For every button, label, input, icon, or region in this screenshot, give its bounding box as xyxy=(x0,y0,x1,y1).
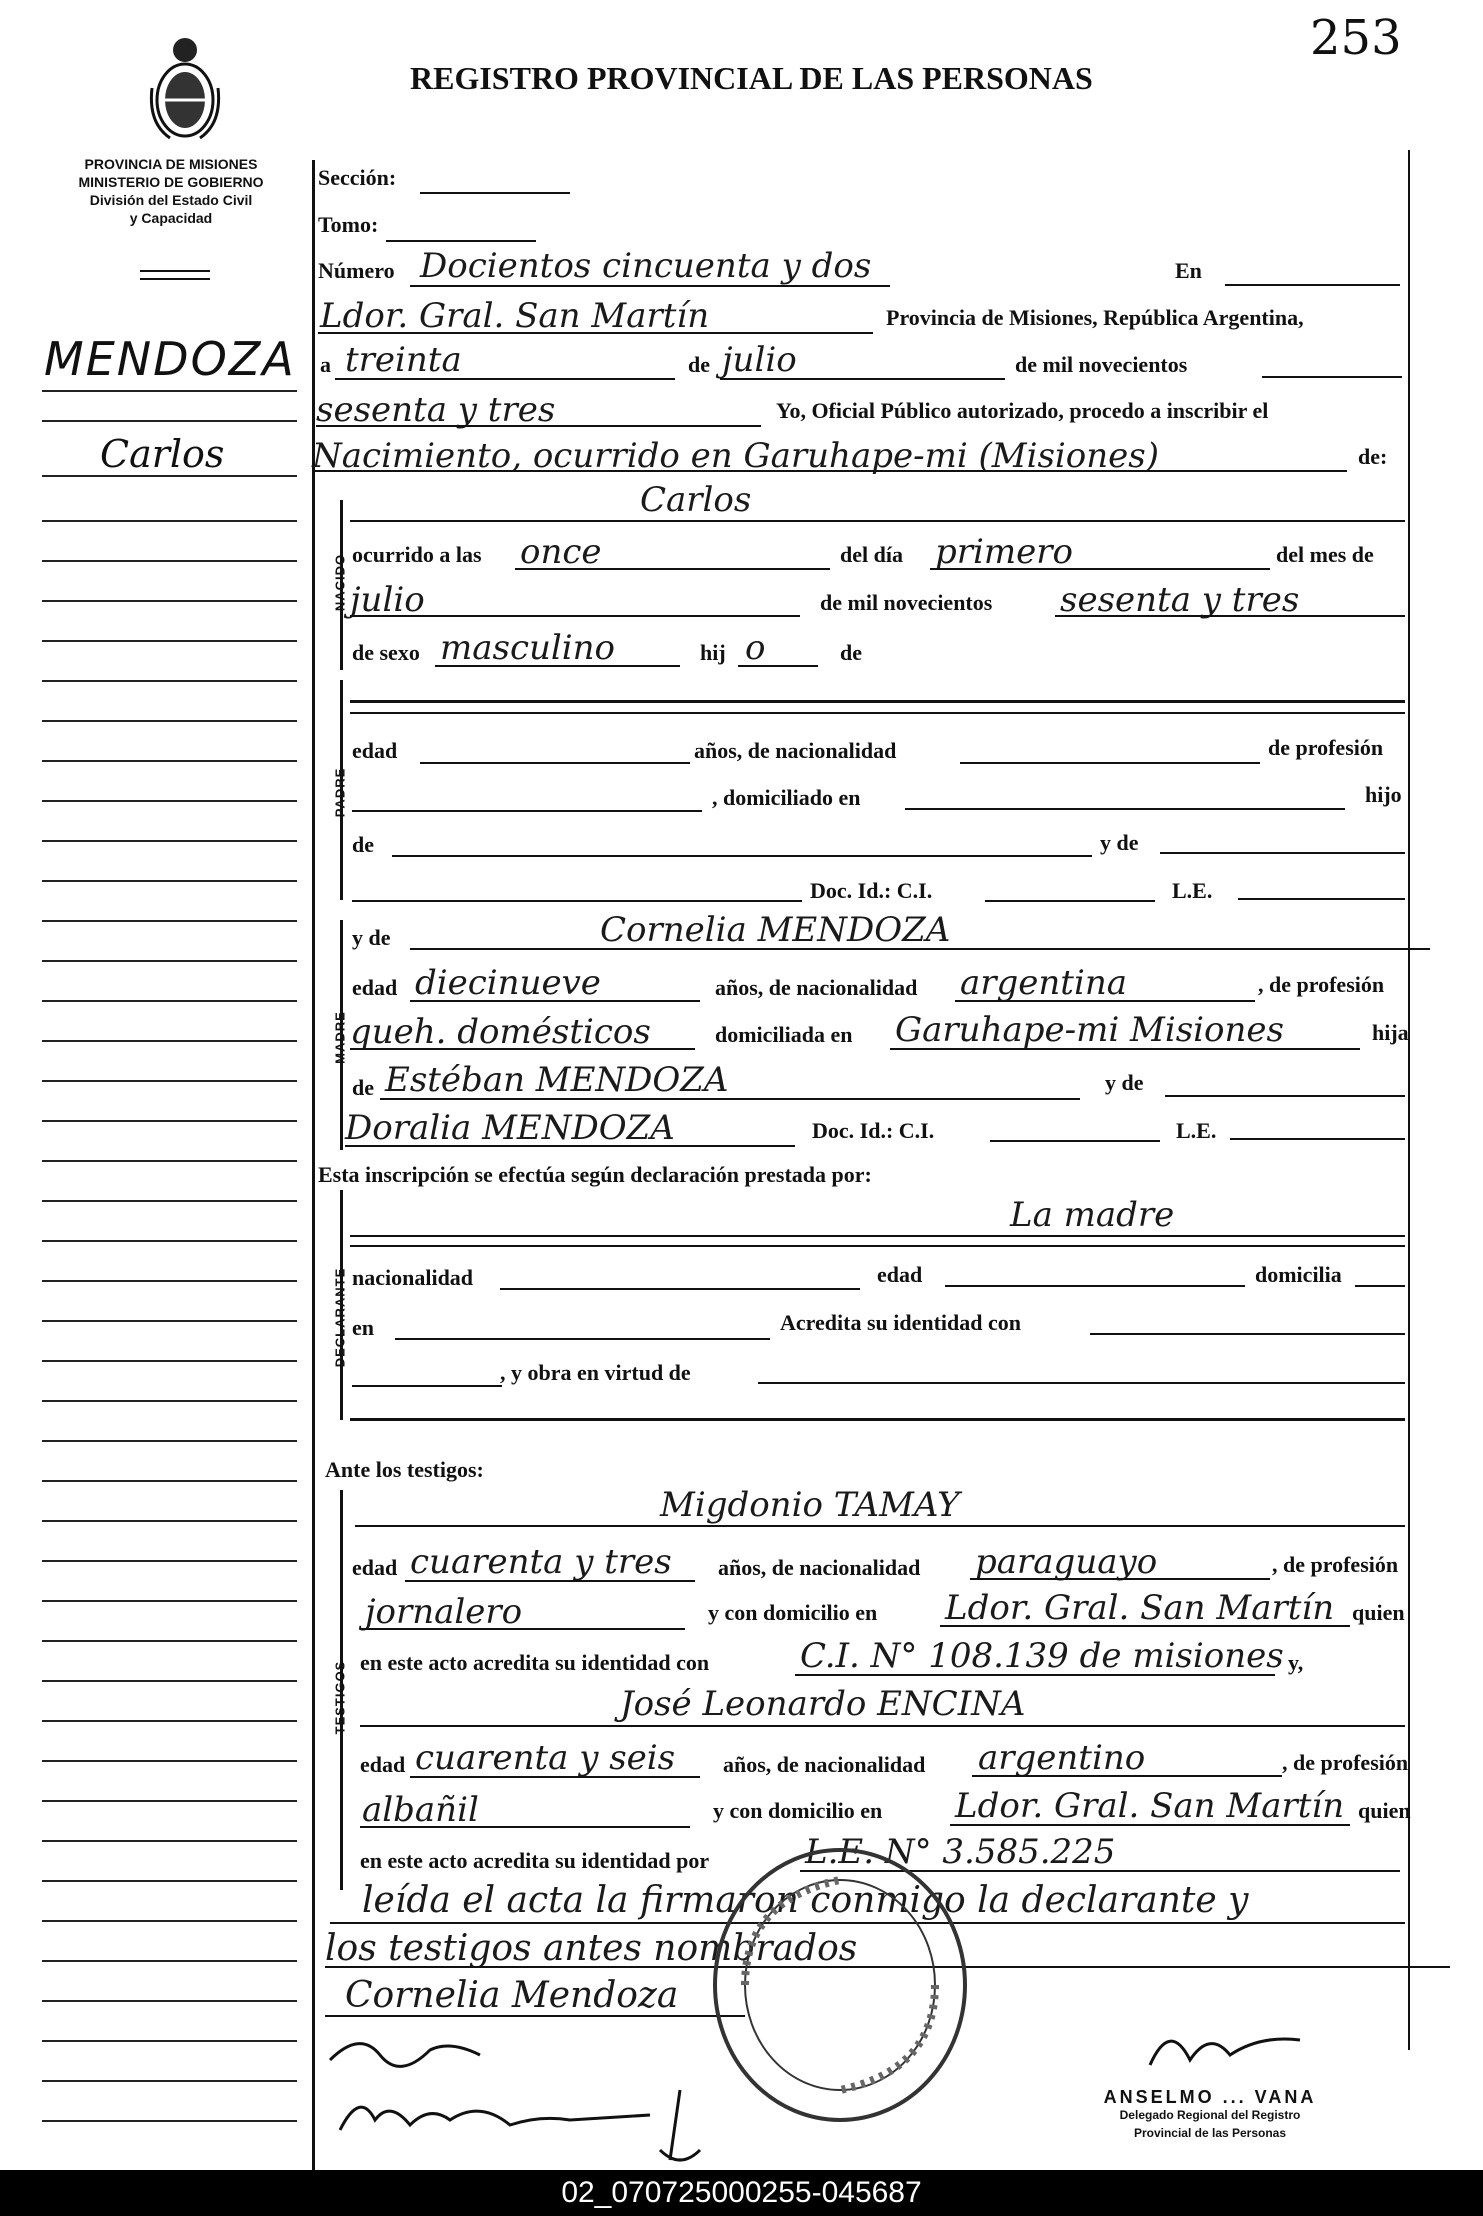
footer-code: 02_070725000255-045687 xyxy=(0,2170,1483,2216)
mother-father-field xyxy=(380,1098,1080,1100)
birth-month-field xyxy=(350,615,800,617)
w1-anos-label: años, de nacionalidad xyxy=(718,1555,921,1580)
witness2-age: cuarenta y seis xyxy=(415,1738,676,1778)
padre-hijo-label: hijo xyxy=(1365,782,1402,807)
madre-ci-field xyxy=(990,1140,1160,1142)
del-dia-label: del día xyxy=(840,542,903,567)
tomo-label: Tomo: xyxy=(318,212,379,237)
mother-age-field xyxy=(410,1000,700,1002)
page-number: 253 xyxy=(1310,10,1402,66)
madre-le-label: L.E. xyxy=(1176,1118,1217,1143)
witness1-dom: Ldor. Gral. San Martín xyxy=(945,1588,1335,1628)
official-name: ANSELMO ... VANA xyxy=(1103,2087,1317,2107)
witness1-dom-field xyxy=(940,1625,1350,1627)
madre-label: MADRE xyxy=(332,1011,348,1064)
declarante-edad-label: edad xyxy=(877,1262,923,1287)
hour-field xyxy=(515,568,830,570)
padre-doc-field xyxy=(352,900,802,902)
domiciliada-label: domiciliada en xyxy=(715,1022,853,1047)
padre-name-field-2 xyxy=(350,712,1405,714)
domiciliado-label: , domiciliado en xyxy=(712,785,861,810)
tomo-field xyxy=(386,240,536,242)
closing-line-2: los testigos antes nombrados xyxy=(325,1928,858,1969)
hijo-value: o xyxy=(745,628,766,668)
padre-dom-field xyxy=(905,808,1345,810)
w2-anos-label: años, de nacionalidad xyxy=(723,1752,926,1777)
declarante-edad-field xyxy=(945,1285,1245,1287)
madre-y-de-label: y de xyxy=(352,925,391,950)
sexo-value: masculino xyxy=(440,628,616,668)
year-field xyxy=(316,425,761,427)
mother-mother: Doralia MENDOZA xyxy=(345,1108,675,1148)
header-rule xyxy=(140,270,210,272)
oficial-text: Yo, Oficial Público autorizado, procedo a inscribir el xyxy=(776,398,1269,423)
mother-prof: queh. domésticos xyxy=(350,1012,651,1052)
mil-label: de mil novecientos xyxy=(1015,352,1188,377)
witness1-id: C.I. N° 108.139 de misiones xyxy=(800,1636,1284,1676)
padre-le-label: L.E. xyxy=(1172,878,1213,903)
official-title-2: Provincial de las Personas xyxy=(1133,2126,1287,2140)
domicilia-label: domicilia xyxy=(1255,1262,1342,1287)
witness1-age-field xyxy=(405,1580,695,1582)
birth-year-value: sesenta y tres xyxy=(1060,580,1300,620)
witness1-prof-field xyxy=(360,1628,685,1630)
declarante-value: La madre xyxy=(1010,1195,1175,1235)
declarante-en-label: en xyxy=(352,1315,374,1340)
padre-nat-field xyxy=(960,762,1260,764)
w2-acredita-label: en este acto acredita su identidad por xyxy=(360,1848,710,1873)
closing-line-1: leída el acta la firmaron conmigo la declarante y xyxy=(362,1880,1249,1921)
witness2-nat-field xyxy=(972,1775,1282,1777)
w1-edad-label: edad xyxy=(352,1555,398,1580)
de-colon-label: de: xyxy=(1358,444,1388,469)
en-field xyxy=(1225,284,1400,286)
sexo-field xyxy=(435,665,680,667)
coat-of-arms-seal xyxy=(140,28,230,148)
issuer-block xyxy=(36,155,306,227)
division-label: División del Estado Civil xyxy=(89,192,253,208)
day-field xyxy=(335,378,675,380)
testigos-intro: Ante los testigos: xyxy=(325,1457,484,1482)
province-text: Provincia de Misiones, República Argentina, xyxy=(886,305,1304,330)
declarante-field-2 xyxy=(350,1245,1405,1247)
w1-y-label: y, xyxy=(1288,1650,1304,1675)
witness1-nat-field xyxy=(970,1578,1270,1580)
declarante-field xyxy=(350,1235,1405,1237)
inscripcion-text: Esta inscripción se efectúa según declaración prestada por: xyxy=(318,1162,872,1187)
witness2-prof: albañil xyxy=(362,1790,479,1830)
sexo-label: de sexo xyxy=(352,640,420,665)
padre-doc-label: Doc. Id.: C.I. xyxy=(810,878,933,903)
witness1-age: cuarenta y tres xyxy=(410,1542,672,1582)
w2-dom-label: y con domicilio en xyxy=(713,1798,883,1823)
seccion-label: Sección: xyxy=(318,165,397,190)
witness1-name: Migdonio TAMAY xyxy=(660,1485,960,1525)
domicilia-field xyxy=(1355,1285,1405,1287)
hijo-field xyxy=(738,665,818,667)
padre-edad-label: edad xyxy=(352,738,398,763)
month-value: julio xyxy=(722,340,797,380)
month-field xyxy=(720,378,1005,380)
witness2-name-field xyxy=(360,1725,1405,1727)
en-label: En xyxy=(1175,258,1202,283)
birth-day-value: primero xyxy=(935,532,1073,572)
day-value: treinta xyxy=(345,340,462,380)
de-label-2: de xyxy=(840,640,862,665)
mother-dom: Garuhape-mi Misiones xyxy=(895,1010,1284,1050)
birth-day-field xyxy=(930,568,1270,570)
w1-acredita-label: en este acto acredita su identidad con xyxy=(360,1650,710,1675)
padre-anos-label: años, de nacionalidad xyxy=(694,738,897,763)
w2-edad-label: edad xyxy=(360,1752,406,1777)
madre-edad-label: edad xyxy=(352,975,398,1000)
padre-le-field xyxy=(1238,898,1405,900)
birth-year-field xyxy=(1055,615,1405,617)
form-right-border xyxy=(1408,150,1410,2050)
numero-label: Número xyxy=(318,258,395,283)
mil-label-2: de mil novecientos xyxy=(820,590,993,615)
declarante-nac-label: nacionalidad xyxy=(352,1265,474,1290)
witness1-name-field xyxy=(355,1525,1405,1527)
w2-quien-label: quien xyxy=(1358,1798,1411,1823)
event-field xyxy=(312,470,1347,472)
padre-y-de-label: y de xyxy=(1100,830,1139,855)
mother-mother-field xyxy=(1165,1095,1405,1097)
madre-le-field xyxy=(1230,1138,1405,1140)
witness2-name: José Leonardo ENCINA xyxy=(620,1684,1026,1724)
official-title-1: Delegado Regional del Registro xyxy=(1119,2108,1301,2122)
seccion-field xyxy=(420,192,570,194)
mother-mother-line xyxy=(345,1145,795,1147)
margin-given-name: Carlos xyxy=(100,432,225,476)
birth-month-value: julio xyxy=(350,580,425,620)
padre-mother-field xyxy=(1160,852,1405,854)
madre-prof-label: , de profesión xyxy=(1258,972,1385,997)
event-value: Nacimiento, ocurrido en Garuhape-mi (Misiones) xyxy=(312,436,1159,476)
mil-field xyxy=(1262,376,1402,378)
closing-line-3-rule xyxy=(325,2015,745,2017)
mother-dom-field xyxy=(890,1048,1360,1050)
witness2-nat: argentino xyxy=(978,1738,1146,1778)
ministry-label: MINISTERIO DE GOBIERNO xyxy=(78,174,264,190)
padre-father-field xyxy=(392,855,1092,857)
official-round-stamp xyxy=(705,1840,975,2130)
header-rule xyxy=(140,278,210,280)
testigos-label: TESTIGOS xyxy=(332,1660,348,1735)
witness1-id-field xyxy=(795,1674,1275,1676)
w1-prof-label: , de profesión xyxy=(1272,1552,1399,1577)
witness1-prof: jornalero xyxy=(365,1592,523,1632)
padre-profesion-label: de profesión xyxy=(1268,735,1384,760)
numero-value: Docientos cincuenta y dos xyxy=(420,246,872,286)
del-mes-label: del mes de xyxy=(1276,542,1374,567)
numero-field xyxy=(410,285,890,287)
declarante-label: DECLARANTE xyxy=(332,1267,348,1368)
mother-name-field xyxy=(410,948,1430,950)
witness2-age-field xyxy=(410,1776,700,1778)
padre-label: PADRE xyxy=(332,767,348,818)
witness2-prof-field xyxy=(360,1826,690,1828)
witness2-id: L.E. N° 3.585.225 xyxy=(805,1832,1116,1872)
w2-prof-label: , de profesión xyxy=(1282,1750,1409,1775)
hour-value: once xyxy=(520,532,602,572)
padre-prof-field xyxy=(352,810,702,812)
witness-signatures xyxy=(320,2020,740,2170)
witness2-dom-field xyxy=(950,1824,1350,1826)
header-title: REGISTRO PROVINCIAL DE LAS PERSONAS xyxy=(410,60,1093,96)
nacido-label: NACIDO xyxy=(332,553,348,612)
margin-surname: MENDOZA xyxy=(44,332,296,386)
madre-doc-label: Doc. Id.: C.I. xyxy=(812,1118,935,1143)
de-label: de xyxy=(688,352,710,377)
padre-name-field xyxy=(350,700,1405,703)
hijo-label: hij xyxy=(700,640,726,665)
declarante-nac-field xyxy=(500,1288,860,1290)
mother-nat-field xyxy=(955,1000,1255,1002)
province-label: PROVINCIA DE MISIONES xyxy=(84,156,258,172)
acredita-label: Acredita su identidad con xyxy=(780,1310,1022,1335)
hija-label: hija xyxy=(1372,1020,1409,1045)
w1-quien-label: quien xyxy=(1352,1600,1405,1625)
place-field xyxy=(318,332,873,334)
mother-father: Estéban MENDOZA xyxy=(385,1060,729,1100)
padre-edad-field xyxy=(420,762,690,764)
padre-de-label: de xyxy=(352,832,374,857)
capacity-label: y Capacidad xyxy=(129,210,213,226)
mother-prof-field xyxy=(350,1048,695,1050)
mother-name: Cornelia MENDOZA xyxy=(600,910,951,950)
obra-field-pre xyxy=(352,1385,502,1387)
declarante-end-line xyxy=(350,1418,1405,1421)
mother-nat: argentina xyxy=(960,963,1128,1003)
madre-anos-label: años, de nacionalidad xyxy=(715,975,918,1000)
obra-field xyxy=(758,1382,1405,1384)
w1-dom-label: y con domicilio en xyxy=(708,1600,878,1625)
place-value: Ldor. Gral. San Martín xyxy=(320,296,710,336)
obra-label: , y obra en virtud de xyxy=(500,1360,691,1385)
ocurrido-label: ocurrido a las xyxy=(352,542,482,567)
madre-de-label: de xyxy=(352,1075,374,1100)
a-label: a xyxy=(320,352,331,377)
child-name: Carlos xyxy=(640,480,752,520)
madre-y-de-label-2: y de xyxy=(1105,1070,1144,1095)
mother-signature: Cornelia Mendoza xyxy=(345,1975,679,2016)
witness1-nat: paraguayo xyxy=(975,1542,1158,1582)
acredita-field xyxy=(1090,1333,1405,1335)
official-block xyxy=(1045,2088,1375,2142)
declarante-en-field xyxy=(395,1338,770,1340)
child-name-field xyxy=(350,520,1405,522)
padre-ci-field xyxy=(985,900,1155,902)
official-signature xyxy=(1140,2010,1320,2080)
mother-age: diecinueve xyxy=(415,963,601,1003)
year-value: sesenta y tres xyxy=(316,390,556,430)
witness2-dom: Ldor. Gral. San Martín xyxy=(955,1786,1345,1826)
